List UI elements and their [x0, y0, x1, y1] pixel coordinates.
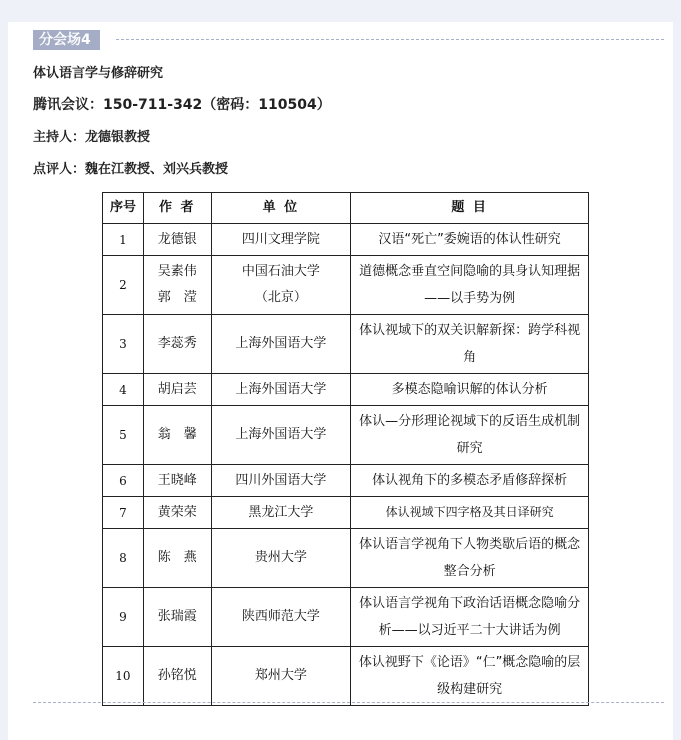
row-title: 多模态隐喻识解的体认分析 [351, 374, 589, 406]
header-divider [116, 39, 664, 40]
row-no: 2 [103, 256, 144, 315]
row-unit: 陕西师范大学 [211, 588, 350, 647]
table-row [103, 465, 589, 497]
session-tag: 分会场4 [33, 30, 100, 50]
row-unit: 贵州大学 [211, 529, 350, 588]
row-unit: 上海外国语大学 [211, 374, 350, 406]
table-row [103, 588, 589, 647]
row-author: 王晓峰 [143, 465, 211, 497]
row-author: 吴素伟 郭 滢 [143, 256, 211, 315]
row-author: 龙德银 [143, 224, 211, 256]
row-title: 体认视域下四字格及其日译研究 [351, 497, 589, 529]
row-unit: 上海外国语大学 [211, 406, 350, 465]
table-row [103, 256, 589, 315]
row-title: 体认语言学视角下人物类歇后语的概念整合分析 [351, 529, 589, 588]
row-author: 陈 燕 [143, 529, 211, 588]
table-row [103, 374, 589, 406]
table-row [103, 315, 589, 374]
session-card [8, 22, 673, 740]
row-no: 5 [103, 406, 144, 465]
row-title: 体认视野下《论语》“仁”概念隐喻的层级构建研究 [351, 647, 589, 706]
header-author: 作 者 [143, 193, 211, 224]
host-info: 主持人：龙德银教授 [33, 130, 151, 145]
row-no: 1 [103, 224, 144, 256]
row-unit: 四川文理学院 [211, 224, 350, 256]
row-unit: 黑龙江大学 [211, 497, 350, 529]
row-title: 体认—分形理论视域下的反语生成机制研究 [351, 406, 589, 465]
header-unit: 单 位 [211, 193, 350, 224]
row-no: 8 [103, 529, 144, 588]
session-theme: 体认语言学与修辞研究 [33, 66, 164, 81]
row-unit: 上海外国语大学 [211, 315, 350, 374]
table-row [103, 497, 589, 529]
meeting-info: 腾讯会议：150-711-342（密码：110504） [33, 97, 331, 113]
row-title: 体认语言学视角下政治话语概念隐喻分析——以习近平二十大讲话为例 [351, 588, 589, 647]
row-no: 6 [103, 465, 144, 497]
row-title: 汉语“死亡”委婉语的体认性研究 [351, 224, 589, 256]
header-no: 序号 [103, 193, 144, 224]
row-title: 道德概念垂直空间隐喻的具身认知理据——以手势为例 [351, 256, 589, 315]
row-unit: 郑州大学 [211, 647, 350, 706]
row-no: 4 [103, 374, 144, 406]
row-author: 翁 馨 [143, 406, 211, 465]
schedule-table [102, 192, 589, 706]
row-title: 体认视角下的多模态矛盾修辞探析 [351, 465, 589, 497]
table-row [103, 529, 589, 588]
row-author: 孙铭悦 [143, 647, 211, 706]
row-author: 张瑞霞 [143, 588, 211, 647]
table-row [103, 647, 589, 706]
row-title: 体认视域下的双关识解新探：跨学科视角 [351, 315, 589, 374]
row-unit: 四川外国语大学 [211, 465, 350, 497]
session-header [33, 30, 100, 50]
table-row [103, 406, 589, 465]
row-unit: 中国石油大学 （北京） [211, 256, 350, 315]
header-title: 题 目 [351, 193, 589, 224]
row-no: 9 [103, 588, 144, 647]
footer-divider [33, 702, 664, 703]
row-no: 10 [103, 647, 144, 706]
row-author: 黄荣荣 [143, 497, 211, 529]
row-author: 胡启芸 [143, 374, 211, 406]
row-no: 7 [103, 497, 144, 529]
row-no: 3 [103, 315, 144, 374]
table-header-row [103, 193, 589, 224]
reviewers-info: 点评人：魏在江教授、刘兴兵教授 [33, 162, 229, 177]
row-author: 李蕊秀 [143, 315, 211, 374]
table-row [103, 224, 589, 256]
